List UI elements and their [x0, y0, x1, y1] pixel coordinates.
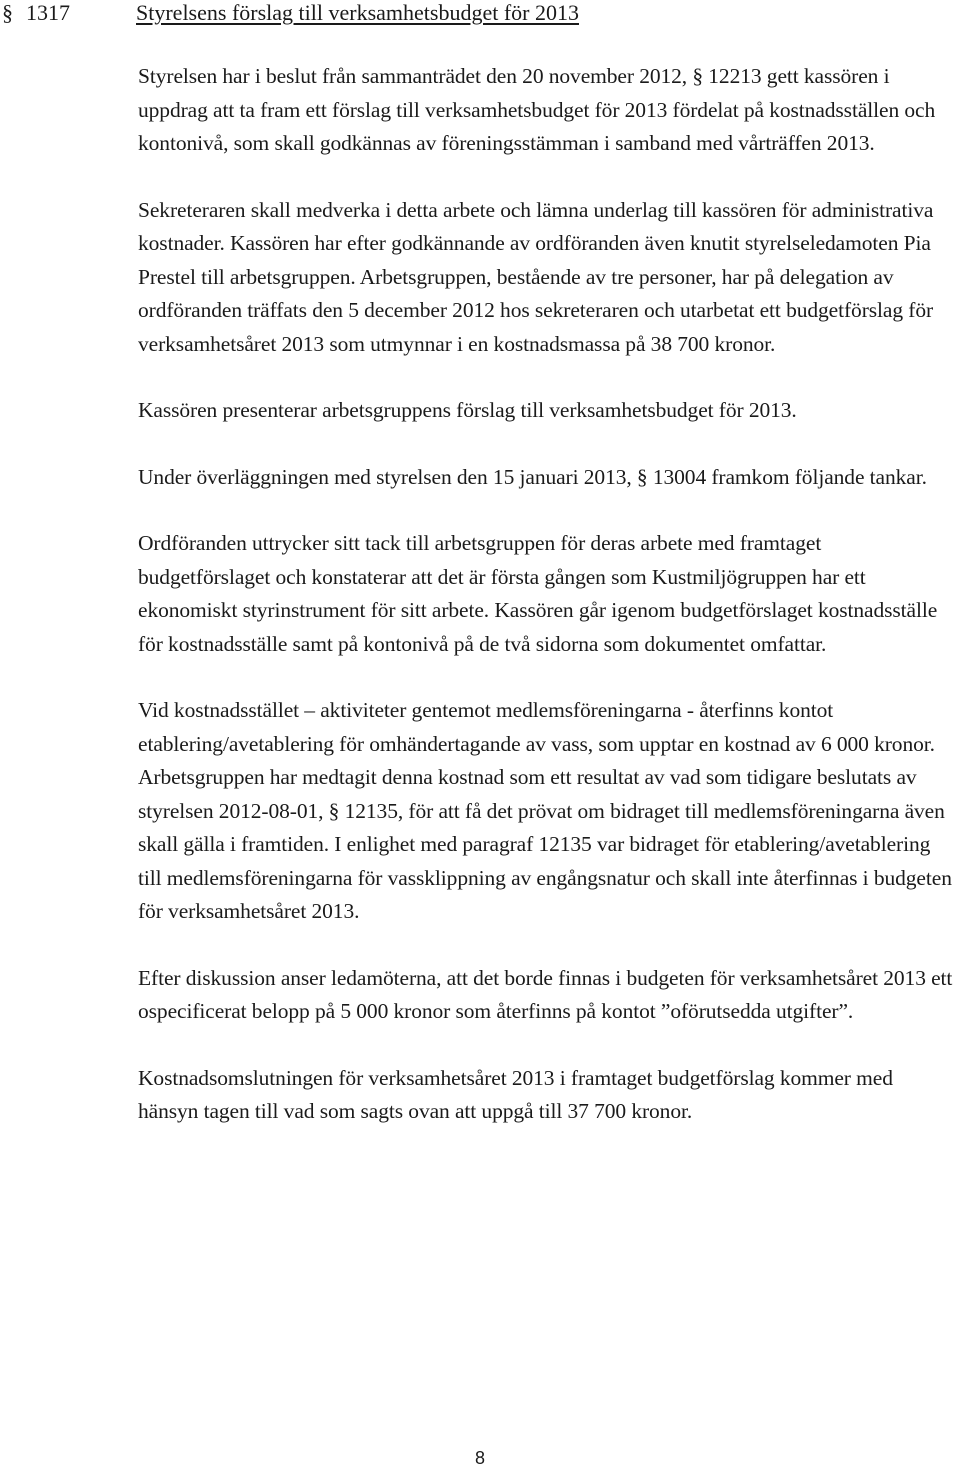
paragraph-discussion: Efter diskussion anser ledamöterna, att det borde finnas i budgeten för verksamhetsåret 2013 ett ospecificerat belopp på 5 000 kronor som återfinns på kontot ”oförutsedda utgifter”.	[138, 965, 953, 1023]
paragraph-deliberation: Under överläggningen med styrelsen den 15 januari 2013, § 13004 framkom följande tankar.	[138, 464, 927, 489]
paragraph-total-cost: Kostnadsomslutningen för verksamhetsåret 2013 i framtaget budgetförslag kommer med hänsyn tagen till vad som sagts ovan att uppgå till 37 700 kronor.	[138, 1065, 893, 1123]
section-number: 1317	[26, 0, 70, 25]
paragraph-cost-center: Vid kostnadsstället – aktiviteter gentemot medlemsföreningarna - återfinns kontot etablering/avetablering för omhändertagande av vass, som upptar en kostnad av 6 000 kronor. Arbetsgruppen har medtagit denna kostnad som ett resultat av vad som tidigare beslutats av styrelsen 2012-08-01, § 12135, för att få det prövat om bidraget till medlemsföreningarna även skall gälla i framtiden. I enlighet med paragraf 12135 var bidraget för etablering/avetablering till medlemsföreningarna för vassklippning av engångsnatur och skall inte återfinnas i budgeten för verksamhetsåret 2013.	[138, 698, 952, 923]
section-heading	[0, 0, 579, 30]
page-number: 8	[474, 1448, 485, 1468]
paragraph-presentation: Kassören presenterar arbetsgruppens förslag till verksamhetsbudget för 2013.	[138, 398, 797, 422]
document-body	[138, 60, 956, 1129]
section-title: Styrelsens förslag till verksamhetsbudget för 2013	[136, 0, 579, 25]
paragraph-working-group: Sekreteraren skall medverka i detta arbete och lämna underlag till kassören för administrativa kostnader. Kassören har efter godkännande av ordföranden även knutit styrelseledamoten Pia Prestel till arbetsgruppen. Arbetsgruppen, bestående av tre personer, har på delegation av ordföranden träffats den 5 december 2012 hos sekreteraren och utarbetat ett budgetförslag för verksamhetsåret 2013 som utmynnar i en kostnadsmassa på 38 700 kronor.	[138, 197, 934, 356]
paragraph-decision: Styrelsen har i beslut från sammanträdet den 20 november 2012, § 12213 gett kassören i uppdrag att ta fram ett förslag till verksamhetsbudget för 2013 fördelat på kostnadsställen och kontonivå, som skall godkännas av föreningsstämman i samband med vårträffen 2013.	[138, 64, 936, 155]
section-symbol: §	[2, 0, 13, 25]
paragraph-chair-thanks: Ordföranden uttrycker sitt tack till arbetsgruppen för deras arbete med framtaget budgetförslaget och konstaterar att det är första gången som Kustmiljögruppen har ett ekonomiskt styrinstrument för sitt arbete. Kassören går igenom budgetförslaget kostnadsställe för kostnadsställe samt på kontonivå på de två sidorna som dokumentet omfattar.	[138, 531, 938, 656]
